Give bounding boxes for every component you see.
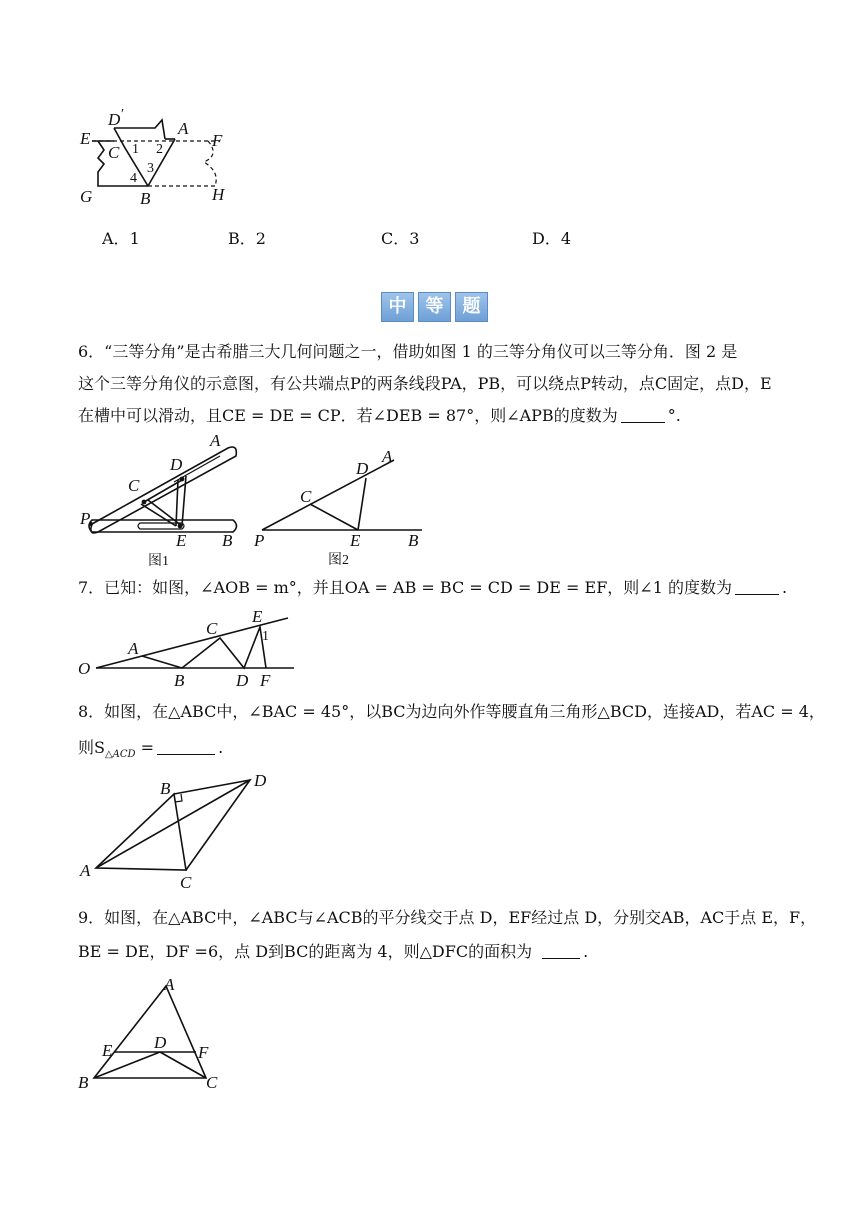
- banner-char-1: 中: [381, 292, 414, 322]
- q7-label-1: 1: [262, 629, 269, 644]
- q5-option-c[interactable]: C．3: [381, 229, 420, 248]
- q8-answer-blank[interactable]: [157, 740, 215, 755]
- q5-label-c: C: [108, 143, 120, 162]
- q7-figure: [76, 604, 306, 690]
- q8-line-2: 则$S_{\triangle ACD}$ = .: [78, 738, 224, 761]
- q6-answer-blank[interactable]: [621, 408, 665, 423]
- q5-label-1: 1: [132, 142, 139, 157]
- q8-label-a: A: [80, 861, 91, 880]
- q6-line-1: 6．“三等分角”是古希腊三大几何问题之一，借助如图 1 的三等分角仪可以三等分角．图 2 是: [78, 342, 738, 361]
- fig2-label-d: D: [356, 459, 369, 478]
- q7-label-e: E: [252, 607, 263, 626]
- fig1-caption: 图1: [148, 554, 169, 569]
- q5-option-a[interactable]: A．1: [102, 229, 140, 248]
- q9-label-e: E: [102, 1041, 113, 1060]
- q9-label-d: D: [154, 1033, 167, 1052]
- q9-line-2: BE = DE，DF =6，点 D到BC的距离为 4，则△DFC的面积为 .: [78, 942, 589, 961]
- q5-label-h: H: [212, 185, 225, 204]
- fig2-label-e: E: [350, 531, 361, 550]
- q7-label-o: O: [78, 659, 91, 678]
- q8-line-1: 8．如图，在△ABC中，∠BAC = 45°，以BC为边向外作等腰直角三角形△BCD，连接AD，若AC = 4，: [78, 702, 825, 721]
- q5-label-2: 2: [156, 142, 163, 157]
- q5-figure: [70, 100, 250, 215]
- q9-label-a: A: [164, 975, 175, 994]
- q7-label-f: F: [260, 671, 271, 690]
- q5-label-d-prime: D: [108, 110, 121, 129]
- q7-answer-blank[interactable]: [735, 580, 779, 595]
- q9-label-c: C: [206, 1073, 218, 1092]
- q9-figure: [76, 974, 236, 1094]
- section-banner: [381, 292, 488, 322]
- fig2-label-b: B: [408, 531, 419, 550]
- q9-label-f: F: [198, 1043, 209, 1062]
- fig2-label-a: A: [382, 447, 393, 466]
- q8-figure: [76, 772, 276, 892]
- q7-label-c: C: [206, 619, 218, 638]
- q8-label-d: D: [254, 771, 267, 790]
- fig2-caption: 图2: [328, 553, 349, 568]
- banner-char-2: 等: [418, 292, 451, 322]
- fig1-label-d: D: [170, 455, 183, 474]
- fig1-label-c: C: [128, 476, 140, 495]
- q5-label-prime: ′: [121, 107, 125, 122]
- q5-label-4: 4: [130, 171, 137, 186]
- fig1-label-b: B: [222, 531, 233, 550]
- fig2-label-c: C: [300, 487, 312, 506]
- q7-text: 7．已知：如图，∠AOB = m°，并且OA = AB = BC = CD = DE = EF，则∠1 的度数为 .: [78, 578, 788, 597]
- q9-answer-blank[interactable]: [542, 944, 580, 959]
- q6-figure-2: [252, 448, 432, 572]
- q9-line-1: 9．如图，在△ABC中，∠ABC与∠ACB的平分线交于点 D，EF经过点 D，分别交AB，AC于点 E，F，: [78, 908, 817, 927]
- q5-label-b: B: [140, 189, 151, 208]
- q9-label-b: B: [78, 1073, 89, 1092]
- q5-label-f: F: [212, 131, 223, 150]
- fig1-label-p: P: [80, 509, 91, 528]
- q8-label-b: B: [160, 779, 171, 798]
- q7-label-b: B: [174, 671, 185, 690]
- q8-label-c: C: [180, 873, 192, 892]
- q5-label-g: G: [80, 187, 93, 206]
- q5-label-a: A: [178, 119, 189, 138]
- q5-label-3: 3: [147, 161, 154, 176]
- q5-option-d[interactable]: D．4: [532, 229, 572, 248]
- fig1-label-a: A: [210, 431, 221, 450]
- fig2-label-p: P: [254, 531, 265, 550]
- q6-line-3: 在槽中可以滑动，且CE = DE = CP．若∠DEB = 87°，则∠APB的度数为 °.: [78, 406, 681, 425]
- q6-line-2: 这个三等分角仪的示意图，有公共端点P的两条线段PA，PB，可以绕点P转动，点C固定，点D，E: [78, 374, 772, 393]
- fig1-label-e: E: [176, 531, 187, 550]
- q6-figure-1: [78, 432, 248, 572]
- banner-char-3: 题: [455, 292, 488, 322]
- q7-label-d: D: [236, 671, 249, 690]
- q5-option-b[interactable]: B．2: [228, 229, 266, 248]
- q5-label-e: E: [80, 129, 91, 148]
- q7-label-a: A: [128, 639, 139, 658]
